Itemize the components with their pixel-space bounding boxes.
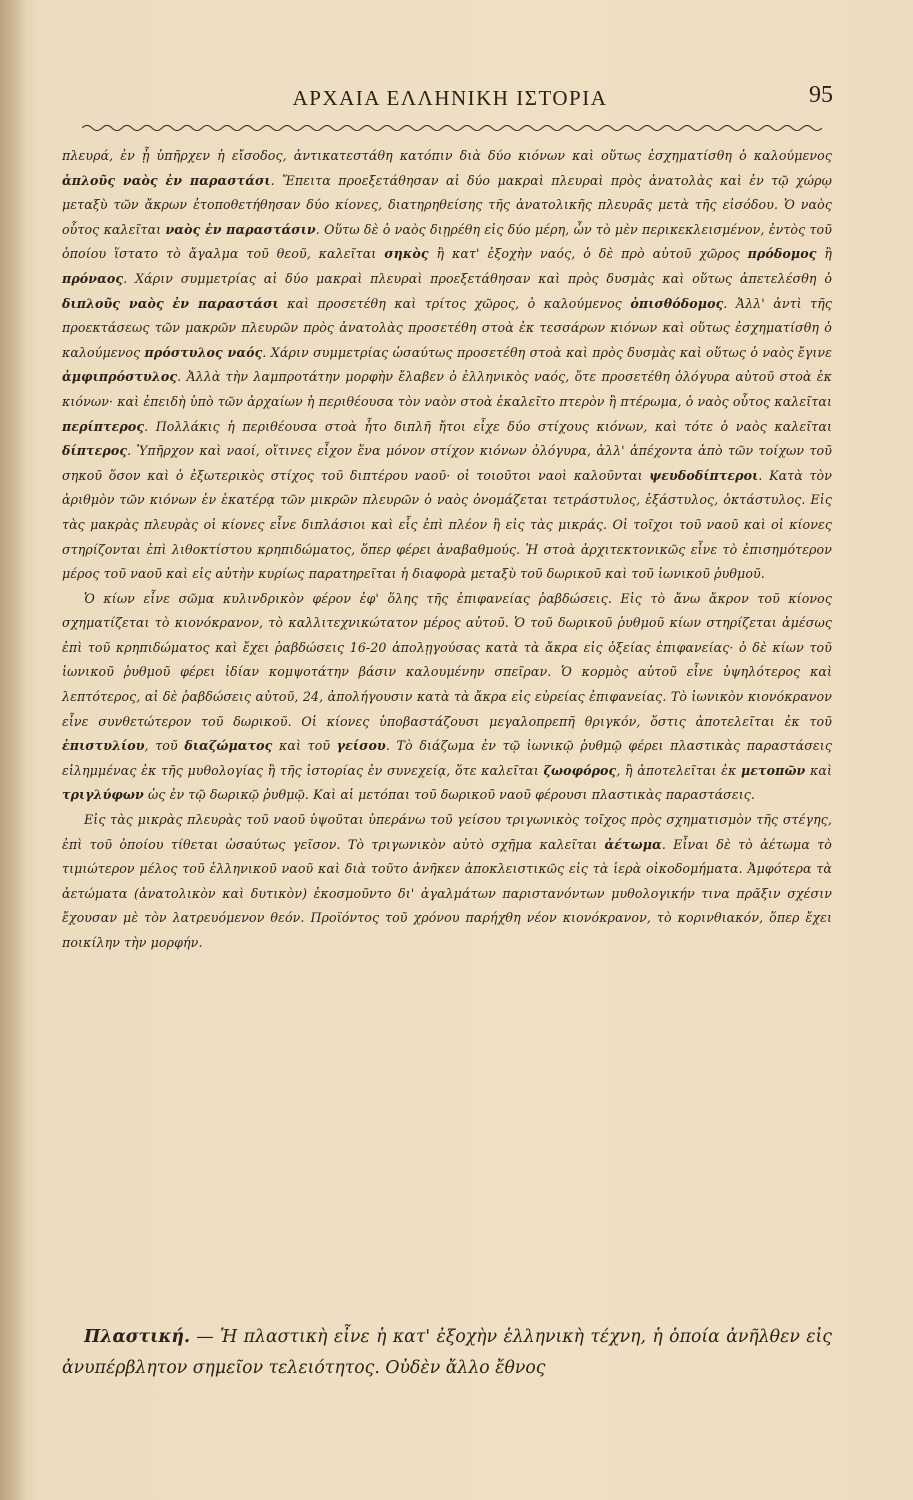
text-run: , ἢ ἀποτελεῖται ἐκ [616,762,741,778]
text-run: ἢ κατ' ἐξοχὴν ναός, ὁ δὲ πρὸ αὐτοῦ χῶρος [428,246,748,262]
bold-term: πρόστυλος ναός [144,344,263,360]
main-text [62,144,832,956]
text-run: καὶ τοῦ [272,738,337,754]
text-run: . Πολλάκις ἡ περιθέουσα στοὰ ἦτο διπλῆ ἤτοι εἶχε δύο στίχους κιόνων, καὶ τότε ὁ ναὸς καλεῖται [144,418,832,434]
text-run: . Κατὰ τὸν ἀριθμὸν τῶν κιόνων ἐν ἑκατέρᾳ τῶν μικρῶν πλευρῶν ὁ ναὸς ὀνομάζεται τετράστυλος, ἑξάστυλος, ὀκτάστυλος. Εἰς τὰς μακρὰς πλευρὰς οἱ κίονες εἶνε διπλάσιοι καὶ εἷς ἐπὶ πλέον ἢ εἰς τὰς μικράς. Οἱ τοῖχοι τοῦ ναοῦ καὶ οἱ κίονες στηρίζονται ἐπὶ λιθοκτίστου κρηπιδώματος, ὅπερ φέρει ἀναβαθμούς. Ἡ στοὰ ἀρχιτεκτονικῶς εἶνε τὸ ἐπισημότερον μέρος τοῦ ναοῦ καὶ εἰς αὐτὴν κυρίως παρατηρεῖται ἡ διαφορὰ μεταξὺ τοῦ δωρικοῦ καὶ τοῦ ἰωνικοῦ ῥυθμοῦ. [62,467,832,582]
paragraph-columns [62,587,832,808]
section-title: Πλαστική. [84,1327,191,1347]
text-run: ἢ [816,246,833,262]
bold-term: διαζώματος [184,738,273,754]
bold-term: σηκὸς [384,246,429,262]
page-header [60,82,833,126]
bold-term: δίπτερος [62,443,128,459]
bold-term: διπλοῦς ναὸς ἐν παραστάσι [62,295,279,311]
bold-term: τριγλύφων [62,787,144,803]
text-run: , τοῦ [144,738,185,754]
page-number: 95 [809,82,833,108]
bold-term: ναὸς ἐν παραστάσιν [165,221,316,237]
section-sculpture [62,1322,832,1384]
bold-term: μετοπῶν [740,762,806,778]
paragraph-temple-types [62,144,832,587]
bold-term: πρόναος [62,270,124,286]
text-run: . Τὸ διάζωμα ἐν τῷ ἰωνικῷ ῥυθμῷ φέρει πλαστικὰς παραστάσεις εἰλημμένας ἐκ τῆς μυθολογίας ἢ τῆς ἱστορίας ἐν συνεχείᾳ, ὅτε καλεῖται [62,738,832,778]
text-run: . Ἔπειτα προεξετάθησαν αἱ δύο μακραὶ πλευραὶ πρὸς ἀνατολὰς καὶ ἐν τῷ χώρῳ μεταξὺ τῶν ἄκρων ἐτοποθετήθησαν δύο κίονες, διατηρηθείσης τῆς ἀνατολικῆς πλευρᾶς μετὰ τῆς εἰσόδου. Ὁ ναὸς οὗτος καλεῖται [62,172,833,237]
text-run: καὶ προσετέθη καὶ τρίτος χῶρος, ὁ καλούμενος [278,295,631,311]
text-run: . Ὑπῆρχον καὶ ναοί, οἵτινες εἶχον ἕνα μόνον στίχον κιόνων ὁλόγυρα, ἀλλ' ἀπέχοντα ἀπὸ τῶν τοίχων τοῦ σηκοῦ ὅσον καὶ ὁ ἐξωτερικὸς στίχος τοῦ διπτέρου ναοῦ· οἱ τοιοῦτοι ναοὶ καλοῦνται [62,443,832,483]
bold-term: ἀμφιπρόστυλος [62,369,178,385]
section-text: — Ἡ πλαστικὴ εἶνε ἡ κατ' ἐξοχὴν ἑλληνικὴ τέχνη, ἡ ὁποία ἀνῆλθεν εἰς ἀνυπέρβλητον σημεῖον τελειότητος. Οὐδὲν ἄλλο ἔθνος [62,1327,832,1378]
text-run: . Ἀλλὰ τὴν λαμπροτάτην μορφὴν ἔλαβεν ὁ ἑλληνικὸς ναός, ὅτε προσετέθη ὁλόγυρα αὐτοῦ στοὰ ἐκ κιόνων· καὶ ἐπειδὴ ὑπὸ τῶν ἀρχαίων ἡ περιθέουσα τὸν ναὸν στοὰ ἐκαλεῖτο πτερὸν ἢ πτέρωμα, ὁ ναὸς οὗτος καλεῖται [62,369,832,409]
text-run: Εἰς τὰς μικρὰς πλευρὰς τοῦ ναοῦ ὑψοῦται ὑπεράνω τοῦ γείσου τριγωνικὸς τοῖχος πρὸς σχηματισμὸν τῆς στέγης, ἐπὶ τοῦ ὁποίου τίθεται ὡσαύτως γεῖσον. Τὸ τριγωνικὸν αὐτὸ σχῆμα καλεῖται [62,812,832,852]
text-run: πλευρά, ἐν ᾗ ὑπῆρχεν ἡ εἴσοδος, ἀντικατεστάθη κατόπιν διὰ δύο κιόνων καὶ οὕτως ἐσχηματίσθη ὁ καλούμενος [62,148,832,163]
bold-term: γείσου [336,738,386,754]
paragraph-pediment [62,808,832,956]
text-run: . Χάριν συμμετρίας ὡσαύτως προσετέθη στοὰ καὶ πρὸς δυσμὰς καὶ οὕτως ὁ ναὸς ἔγινε [262,344,832,360]
text-run: . Χάριν συμμετρίας αἱ δύο μακραὶ πλευραὶ προεξετάθησαν καὶ πρὸς δυσμὰς καὶ οὕτως ἀπετελέσθη ὁ [123,270,832,286]
wavy-rule-ornament [82,121,822,135]
text-run: . Οὕτω δὲ ὁ ναὸς διῃρέθη εἰς δύο μέρη, ὧν τὸ μὲν περικεκλεισμένον, ἐντὸς τοῦ ὁποίου ἵστατο τὸ ἄγαλμα τοῦ θεοῦ, καλεῖται [62,221,832,262]
bold-term: ἐπιστυλίου [62,738,145,754]
text-run: . Ἀλλ' ἀντὶ τῆς προεκτάσεως τῶν μακρῶν πλευρῶν πρὸς ἀνατολὰς προσετέθη στοὰ ἐκ τεσσάρων κιόνων καὶ οὕτως ἐσχηματίσθη ὁ καλούμενος [62,295,832,360]
text-run: Ὁ κίων εἶνε σῶμα κυλινδρικὸν φέρον ἐφ' ὅλης τῆς ἐπιφανείας ῥαβδώσεις. Εἰς τὸ ἄνω ἄκρον τοῦ κίονος σχηματίζεται τὸ κιονόκρανον, τὸ καλλιτεχνικώτατον μέρος αὐτοῦ. Ὁ τοῦ δωρικοῦ ῥυθμοῦ κίων στηρίζεται ἀμέσως ἐπὶ τοῦ κρηπιδώματος καὶ ἔχει ῥαβδώσεις 16-20 ἀπολῃγούσας κατὰ τὰ ἄκρα εἰς ὀξείας ἐπιφανείας· ὁ δὲ κίων τοῦ ἰωνικοῦ ῥυθμοῦ φέρει ἰδίαν κομψοτάτην βάσιν καλουμένην σπεῖραν. Ὁ κορμὸς αὐτοῦ εἶνε ὑψηλότερος καὶ λεπτότερος, αἱ δὲ ῥαβδώσεις αὐτοῦ, 24, ἀπολήγουσιν κατὰ τὰ ἄκρα εἰς εὐρείας ἐπιφανείας. Τὸ ἰωνικὸν κιονόκρανον εἶνε συνθετώτερον τοῦ δωρικοῦ. Οἱ κίονες ὑποβαστάζουσι μεγαλοπρεπῆ θριγκόν, ὅστις ἀποτελεῖται ἐκ τοῦ [62,590,832,729]
book-spine-shadow [0,0,26,1500]
bold-term: πρόδομος [747,246,817,262]
bold-term: ζωοφόρος [543,762,617,778]
bold-term: ὀπισθόδομος [630,295,724,311]
bold-term: ἁπλοῦς ναὸς ἐν παραστάσι [62,172,271,188]
paragraph-sculpture [62,1322,832,1384]
bold-term: περίπτερος [62,418,145,434]
bold-term: ψευδοδίπτεροι [649,467,759,483]
bold-term: ἀέτωμα [604,836,662,852]
text-run: ὡς ἐν τῷ δωρικῷ ῥυθμῷ. Καὶ αἱ μετόπαι τοῦ δωρικοῦ ναοῦ φέρουσι πλαστικὰς παραστάσεις. [143,787,756,803]
running-title: ΑΡΧΑΙΑ ΕΛΛΗΝΙΚΗ ΙΣΤΟΡΙΑ [292,86,608,110]
text-run: . Εἶναι δὲ τὸ ἀέτωμα τὸ τιμιώτερον μέλος τοῦ ἑλληνικοῦ ναοῦ καὶ διὰ τοῦτο ἀνῆκεν ἀποκλειστικῶς εἰς τὰ ἱερὰ οἰκοδομήματα. Ἀμφότερα τὰ ἀετώματα (ἀνατολικὸν καὶ δυτικὸν) ἐκοσμοῦντο δι' ἀγαλμάτων παριστανόντων μυθολογικήν τινα πρᾶξιν σχέσιν ἔχουσαν μὲ τὸν λατρευόμενον θεόν. Προϊόντος τοῦ χρόνου παρήχθη νέον κιονόκρανον, τὸ κορινθιακόν, ὅπερ ἔχει ποικίλην τὴν μορφήν. [62,836,832,950]
text-run: καὶ [805,762,832,778]
